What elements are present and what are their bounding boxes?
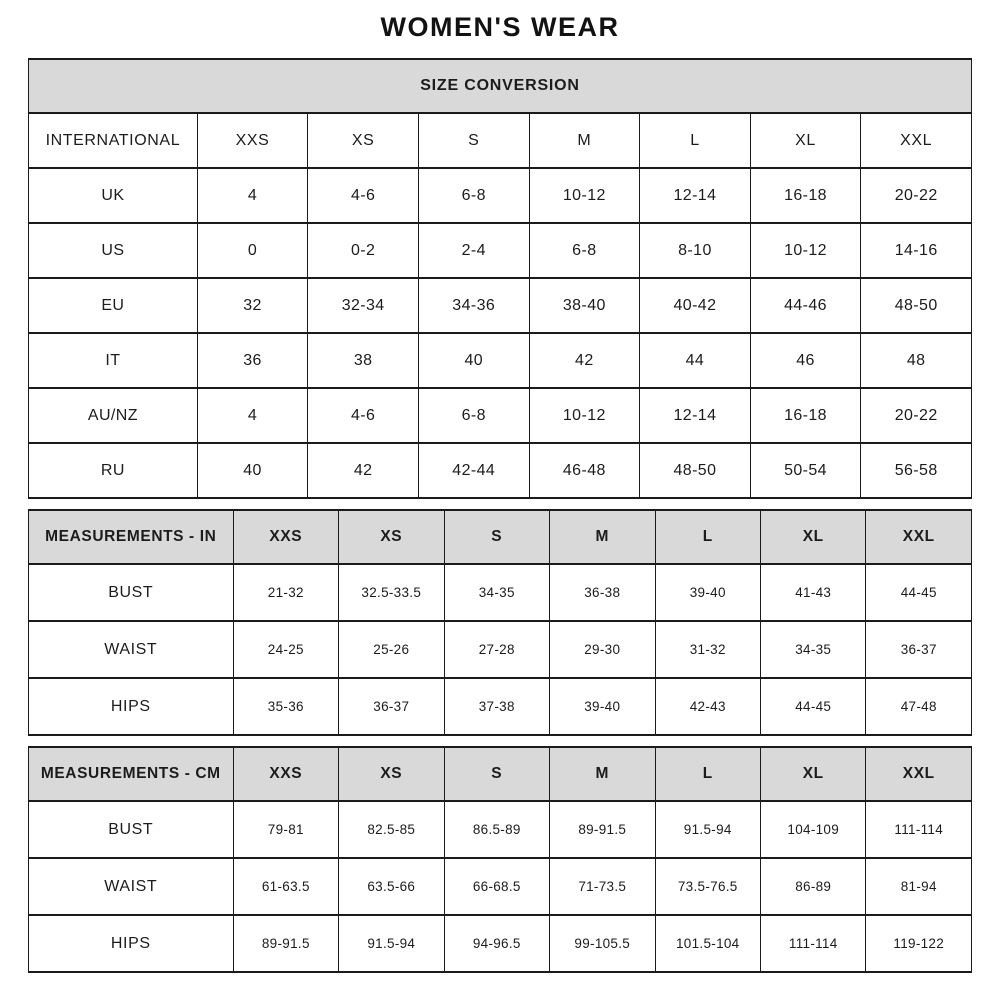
cell: 89-91.5 <box>550 801 655 858</box>
cell: 111-114 <box>760 915 865 972</box>
column-header-m: M <box>529 113 640 168</box>
cell: 46 <box>750 333 861 388</box>
row-label: EU <box>29 278 198 333</box>
column-header-xl: XL <box>760 510 865 564</box>
column-header-m: M <box>550 510 655 564</box>
column-header-l: L <box>655 510 760 564</box>
table-row-bust-in <box>29 564 972 621</box>
row-label: AU/NZ <box>29 388 198 443</box>
cell: 6-8 <box>418 388 529 443</box>
measurements-in-table <box>28 509 972 736</box>
cell: 94-96.5 <box>444 915 549 972</box>
row-label: BUST <box>29 801 234 858</box>
cell: 36-38 <box>550 564 655 621</box>
cell: 2-4 <box>418 223 529 278</box>
column-header-xs: XS <box>339 747 444 801</box>
column-header-m: M <box>550 747 655 801</box>
table-row-hips-in <box>29 678 972 735</box>
cell: 39-40 <box>550 678 655 735</box>
cell: 4-6 <box>308 168 419 223</box>
cell: 4 <box>197 388 308 443</box>
cell: 63.5-66 <box>339 858 444 915</box>
table-row-hips-cm <box>29 915 972 972</box>
cell: 111-114 <box>866 801 972 858</box>
cell: 42-44 <box>418 443 529 498</box>
cell: 82.5-85 <box>339 801 444 858</box>
cell: 37-38 <box>444 678 549 735</box>
column-header-l: L <box>640 113 751 168</box>
cell: 40 <box>418 333 529 388</box>
cell: 41-43 <box>760 564 865 621</box>
cell: 32-34 <box>308 278 419 333</box>
cell: 44-45 <box>866 564 972 621</box>
row-label: IT <box>29 333 198 388</box>
table-row-uk <box>29 168 972 223</box>
cell: 16-18 <box>750 168 861 223</box>
cell: 79-81 <box>233 801 338 858</box>
cell: 44-46 <box>750 278 861 333</box>
cell: 42 <box>529 333 640 388</box>
column-header-s: S <box>444 747 549 801</box>
table-row-it <box>29 333 972 388</box>
cell: 48-50 <box>640 443 751 498</box>
cell: 40-42 <box>640 278 751 333</box>
cell: 50-54 <box>750 443 861 498</box>
cell: 36-37 <box>339 678 444 735</box>
cell: 61-63.5 <box>233 858 338 915</box>
table-row-waist-in <box>29 621 972 678</box>
cell: 46-48 <box>529 443 640 498</box>
table-header-row <box>29 113 972 168</box>
cell: 91.5-94 <box>339 915 444 972</box>
cell: 89-91.5 <box>233 915 338 972</box>
cell: 47-48 <box>866 678 972 735</box>
cell: 12-14 <box>640 388 751 443</box>
cell: 20-22 <box>861 388 972 443</box>
page-title: WOMEN'S WEAR <box>380 12 620 42</box>
row-label: HIPS <box>29 915 234 972</box>
cell: 6-8 <box>418 168 529 223</box>
cell: 12-14 <box>640 168 751 223</box>
cell: 35-36 <box>233 678 338 735</box>
measurements-cm-header: MEASUREMENTS - CM <box>29 747 234 801</box>
cell: 6-8 <box>529 223 640 278</box>
size-conversion-table <box>28 58 972 499</box>
column-header-xxl: XXL <box>866 510 972 564</box>
column-header-xl: XL <box>760 747 865 801</box>
cell: 10-12 <box>529 168 640 223</box>
cell: 34-36 <box>418 278 529 333</box>
cell: 29-30 <box>550 621 655 678</box>
column-header-l: L <box>655 747 760 801</box>
table-row-us <box>29 223 972 278</box>
row-label: RU <box>29 443 198 498</box>
cell: 38-40 <box>529 278 640 333</box>
row-label: WAIST <box>29 621 234 678</box>
table-row-bust-cm <box>29 801 972 858</box>
row-label: HIPS <box>29 678 234 735</box>
column-header-xs: XS <box>339 510 444 564</box>
cell: 44-45 <box>760 678 865 735</box>
cell: 21-32 <box>233 564 338 621</box>
cell: 4-6 <box>308 388 419 443</box>
table-row <box>29 59 972 113</box>
cell: 32.5-33.5 <box>339 564 444 621</box>
cell: 39-40 <box>655 564 760 621</box>
cell: 99-105.5 <box>550 915 655 972</box>
column-header-s: S <box>418 113 529 168</box>
column-header-s: S <box>444 510 549 564</box>
cell: 66-68.5 <box>444 858 549 915</box>
row-label: WAIST <box>29 858 234 915</box>
cell: 36 <box>197 333 308 388</box>
column-header-xxs: XXS <box>233 747 338 801</box>
cell: 36-37 <box>866 621 972 678</box>
cell: 48-50 <box>861 278 972 333</box>
cell: 91.5-94 <box>655 801 760 858</box>
column-header-xxl: XXL <box>861 113 972 168</box>
cell: 25-26 <box>339 621 444 678</box>
column-header-xxs: XXS <box>197 113 308 168</box>
cell: 16-18 <box>750 388 861 443</box>
cell: 27-28 <box>444 621 549 678</box>
cell: 44 <box>640 333 751 388</box>
cell: 10-12 <box>750 223 861 278</box>
cell: 4 <box>197 168 308 223</box>
cell: 71-73.5 <box>550 858 655 915</box>
measurements-cm-table <box>28 746 972 973</box>
table-row-ru <box>29 443 972 498</box>
cell: 0 <box>197 223 308 278</box>
cell: 38 <box>308 333 419 388</box>
cell: 0-2 <box>308 223 419 278</box>
cell: 10-12 <box>529 388 640 443</box>
cell: 48 <box>861 333 972 388</box>
cell: 20-22 <box>861 168 972 223</box>
table-header-row <box>29 510 972 564</box>
cell: 34-35 <box>444 564 549 621</box>
row-label: US <box>29 223 198 278</box>
cell: 8-10 <box>640 223 751 278</box>
size-conversion-banner: SIZE CONVERSION <box>29 59 972 113</box>
cell: 42 <box>308 443 419 498</box>
cell: 32 <box>197 278 308 333</box>
table-row-aunz <box>29 388 972 443</box>
cell: 56-58 <box>861 443 972 498</box>
cell: 81-94 <box>866 858 972 915</box>
column-header-international: INTERNATIONAL <box>29 113 198 168</box>
table-row-waist-cm <box>29 858 972 915</box>
column-header-xxl: XXL <box>866 747 972 801</box>
cell: 40 <box>197 443 308 498</box>
table-row-eu <box>29 278 972 333</box>
cell: 101.5-104 <box>655 915 760 972</box>
cell: 73.5-76.5 <box>655 858 760 915</box>
row-label: BUST <box>29 564 234 621</box>
cell: 104-109 <box>760 801 865 858</box>
cell: 42-43 <box>655 678 760 735</box>
cell: 86.5-89 <box>444 801 549 858</box>
cell: 31-32 <box>655 621 760 678</box>
column-header-xxs: XXS <box>233 510 338 564</box>
column-header-xs: XS <box>308 113 419 168</box>
measurements-in-header: MEASUREMENTS - IN <box>29 510 234 564</box>
cell: 14-16 <box>861 223 972 278</box>
column-header-xl: XL <box>750 113 861 168</box>
table-header-row <box>29 747 972 801</box>
cell: 24-25 <box>233 621 338 678</box>
cell: 34-35 <box>760 621 865 678</box>
cell: 86-89 <box>760 858 865 915</box>
cell: 119-122 <box>866 915 972 972</box>
row-label: UK <box>29 168 198 223</box>
